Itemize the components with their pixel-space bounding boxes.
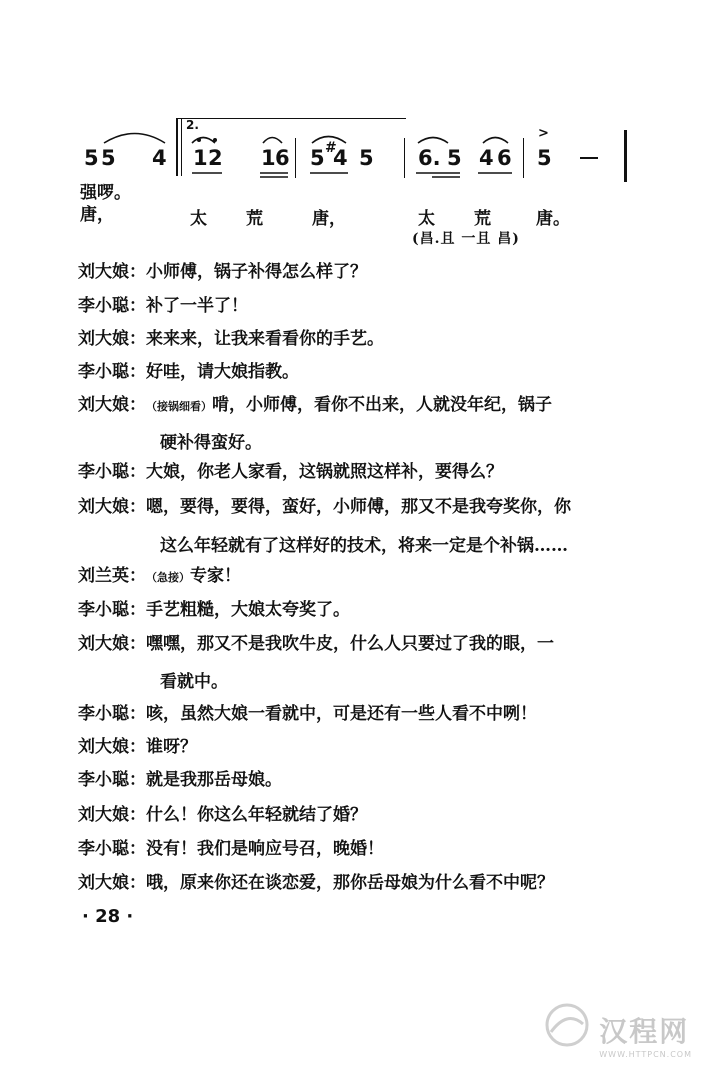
dialogue-line <box>78 737 197 758</box>
dialogue-text: 啃，小师傅，看你不出来，人就没年纪，锅子 <box>212 395 552 415</box>
dialogue-continuation: 这么年轻就有了这样好的技术，将来一定是个补锅…… <box>160 536 568 556</box>
dialogue-text: 补了一半了！ <box>146 296 248 316</box>
note: 6. <box>418 146 441 170</box>
note: 1 <box>193 146 208 170</box>
dialogue-text: 就是我那岳母娘。 <box>146 770 282 790</box>
volta-number: 2. <box>186 118 199 132</box>
lyric: 太 <box>190 209 207 229</box>
dialogue-line <box>78 262 367 283</box>
dialogue-line <box>78 704 537 725</box>
dialogue-line <box>78 873 554 894</box>
speaker-name: 李小聪： <box>78 296 146 316</box>
speaker-name: 刘大娘： <box>78 737 146 757</box>
dialogue-text: 小师傅，锅子补得怎么样了？ <box>146 262 367 282</box>
dialogue-line <box>78 805 367 826</box>
lyric: 太 <box>418 209 435 229</box>
dialogue-continuation: 硬补得蛮好。 <box>160 433 262 453</box>
dialogue-text: 好哇，请大娘指教。 <box>146 362 299 382</box>
dialogue-line <box>78 566 241 588</box>
speaker-name: 刘兰英： <box>78 566 146 586</box>
note: 6 <box>497 146 512 170</box>
sharp-sign: # <box>325 140 337 156</box>
speaker-name: 李小聪： <box>78 770 146 790</box>
percussion-notation: (昌.且 一且 昌) <box>412 231 520 247</box>
note: 6 <box>275 146 290 170</box>
dialogue-continuation: 看就中。 <box>160 672 228 692</box>
lyric: 唐。 <box>536 209 570 229</box>
note: 5 <box>310 146 325 170</box>
dialogue-line <box>78 497 571 518</box>
speaker-name: 刘大娘： <box>78 873 146 893</box>
page-number: · 28 · <box>82 906 134 927</box>
stage-direction: （急接） <box>146 571 190 584</box>
dialogue-text: 来来来，让我来看看你的手艺。 <box>146 329 384 349</box>
speaker-name: 李小聪： <box>78 704 146 724</box>
dialogue-line <box>78 296 248 317</box>
dialogue-text: 咳，虽然大娘一看就中，可是还有一些人看不中咧！ <box>146 704 537 724</box>
dialogue-text: 专家！ <box>190 566 241 586</box>
dialogue-line <box>78 600 350 621</box>
note: 4 <box>152 146 167 170</box>
dialogue-text: 嘿嘿，那又不是我吹牛皮，什么人只要过了我的眼，一 <box>146 634 554 654</box>
music-score <box>0 110 710 260</box>
note: 5 <box>84 146 99 170</box>
dialogue-text: 哦，原来你还在谈恋爱，那你岳母娘为什么看不中呢？ <box>146 873 554 893</box>
lyric: 荒 <box>474 209 491 229</box>
dialogue-line <box>78 839 384 860</box>
note: 5 <box>359 146 374 170</box>
stage-direction: （接锅细看） <box>146 400 212 413</box>
speaker-name: 刘大娘： <box>78 805 146 825</box>
speaker-name: 刘大娘： <box>78 634 146 654</box>
note: 1 <box>261 146 276 170</box>
lyric: 荒 <box>246 209 263 229</box>
watermark-logo-icon <box>537 1002 597 1048</box>
speaker-name: 刘大娘： <box>78 262 146 282</box>
note: 4 <box>333 146 348 170</box>
dialogue-line <box>78 395 552 417</box>
speaker-name: 刘大娘： <box>78 329 146 349</box>
accent-mark: > <box>538 126 549 141</box>
watermark <box>599 1010 692 1059</box>
dialogue-line <box>78 634 554 655</box>
dialogue-text: 大娘，你老人家看，这锅就照这样补，要得么？ <box>146 462 503 482</box>
lyric: 强啰。 <box>80 183 131 203</box>
speaker-name: 刘大娘： <box>78 395 146 415</box>
speaker-name: 刘大娘： <box>78 497 146 517</box>
dialogue-text: 谁呀？ <box>146 737 197 757</box>
dialogue-line <box>78 362 299 383</box>
watermark-title: 汉程网 <box>599 1015 690 1048</box>
note: 4 <box>479 146 494 170</box>
dialogue-line <box>78 770 282 791</box>
dialogue-text: 没有！我们是响应号召，晚婚！ <box>146 839 384 859</box>
dialogue-text: 嗯，要得，要得，蛮好，小师傅，那又不是我夸奖你，你 <box>146 497 571 517</box>
speaker-name: 李小聪： <box>78 362 146 382</box>
dialogue-text: 什么！你这么年轻就结了婚？ <box>146 805 367 825</box>
dialogue-text: 手艺粗糙，大娘太夸奖了。 <box>146 600 350 620</box>
note: 5 <box>537 146 552 170</box>
note: 5 <box>101 146 116 170</box>
note: 5 <box>447 146 462 170</box>
lyric: 唐， <box>80 205 114 225</box>
dialogue-line <box>78 462 503 483</box>
note: 2 <box>208 146 223 170</box>
speaker-name: 李小聪： <box>78 839 146 859</box>
dialogue-line <box>78 329 384 350</box>
lyric: 唐， <box>312 209 346 229</box>
speaker-name: 李小聪： <box>78 600 146 620</box>
speaker-name: 李小聪： <box>78 462 146 482</box>
watermark-url: WWW.HTTPCN.COM <box>599 1050 692 1059</box>
